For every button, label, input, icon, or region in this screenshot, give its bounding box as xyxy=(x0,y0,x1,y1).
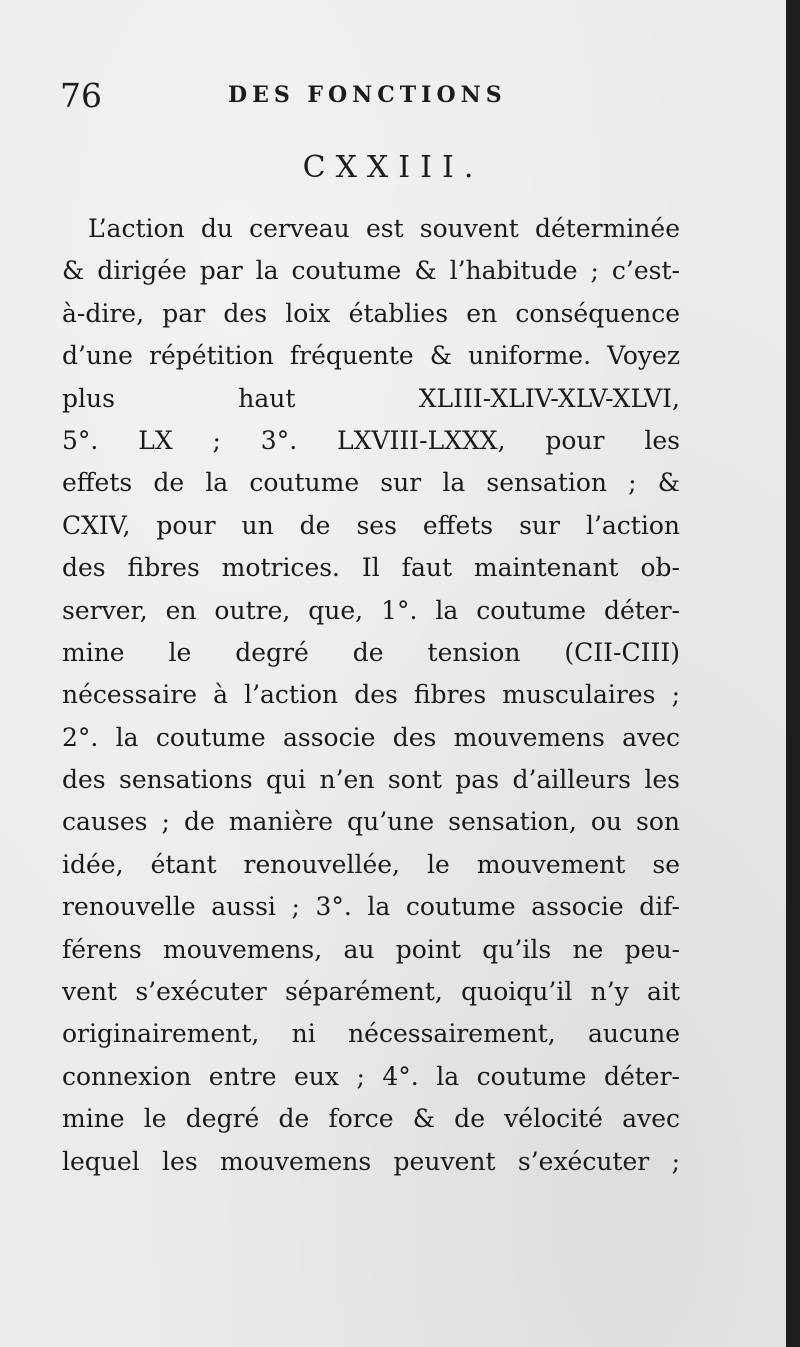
text-line: 5°. LX ; 3°. LXVIII-LXXX, pour les xyxy=(62,425,680,455)
text-line: vent s’exécuter séparément, quoiqu’il n’y ait xyxy=(62,977,680,1007)
text-line: causes ; de manière qu’une sensation, ou son xyxy=(62,807,680,837)
text-line: mine le degré de tension (CII-CIII) xyxy=(62,637,680,667)
text-line: férens mouvemens, au point qu’ils ne peu- xyxy=(62,934,680,964)
text-line: mine le degré de force & de vélocité avec xyxy=(62,1104,680,1134)
text-line: à-dire, par des loix établies en conséquence xyxy=(62,298,680,328)
text-line: plus haut XLIII-XLIV-XLV-XLVI, xyxy=(62,383,680,413)
text-line: des fibres motrices. Il faut maintenant ob- xyxy=(62,553,680,583)
text-line: L’action du cerveau est souvent déterminée xyxy=(88,214,680,243)
text-line: connexion entre eux ; 4°. la coutume déter- xyxy=(62,1061,680,1091)
section-number: CXXIII. xyxy=(302,150,484,185)
text-line: originairement, ni nécessairement, aucune xyxy=(62,1019,680,1049)
running-head xyxy=(60,76,680,120)
text-line: renouvelle aussi ; 3°. la coutume associe dif- xyxy=(62,892,680,922)
page-number: 76 xyxy=(60,76,102,115)
text-line: server, en outre, que, 1°. la coutume déter- xyxy=(62,595,680,625)
text-line: 2°. la coutume associe des mouvemens avec xyxy=(62,722,680,752)
text-line: des sensations qui n’en sont pas d’ailleurs les xyxy=(62,765,680,795)
text-line: d’une répétition fréquente & uniforme. Voyez xyxy=(62,341,680,371)
text-line: & dirigée par la coutume & l’habitude ; c’est- xyxy=(62,256,680,286)
text-line: nécessaire à l’action des fibres musculaires ; xyxy=(62,680,680,710)
body-text xyxy=(62,208,680,1183)
text-line: lequel les mouvemens peuvent s’exécuter ; xyxy=(62,1146,680,1176)
text-line: effets de la coutume sur la sensation ; & xyxy=(62,468,680,498)
text-line: idée, étant renouvellée, le mouvement se xyxy=(62,849,680,879)
text-line: CXIV, pour un de ses effets sur l’action xyxy=(62,510,680,540)
running-title: DES FONCTIONS xyxy=(228,82,507,108)
page-edge xyxy=(786,0,800,1347)
